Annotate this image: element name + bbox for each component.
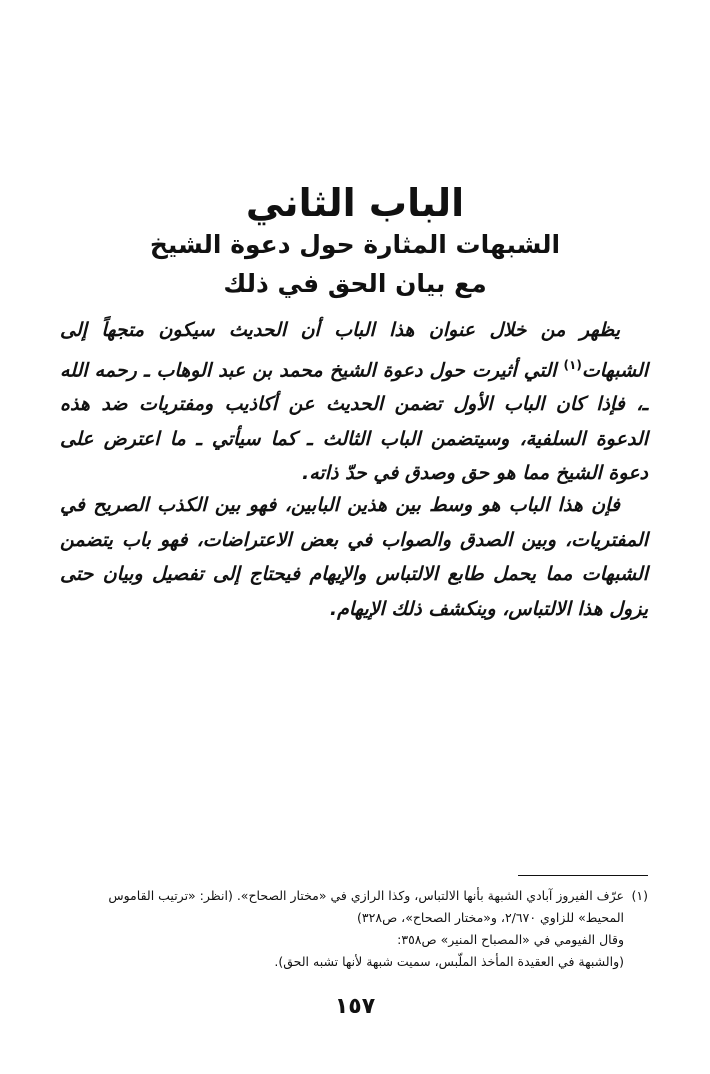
footnote-line-1 — [60, 885, 648, 907]
footnote-number: (١) — [631, 888, 648, 903]
chapter-subtitle-line-1: الشبهات المثارة حول دعوة الشيخ — [149, 230, 561, 259]
paragraph-1-rest: التي أثيرت حول دعوة الشيخ محمد بن عبد الوهاب ـ رحمه الله ـ، فإذا كان الباب الأول تضمن الحديث عن أكاذيب ومفتريات ضد هذه الدعوة السلفية، وسيتضمن الباب الثالث ـ كما سيأتي ـ ما اعترض على دعوة الشيخ مما هو حق وصدق في حدّ ذاته. — [60, 358, 648, 485]
footnote-separator — [518, 875, 648, 876]
chapter-title: الباب الثاني — [245, 181, 465, 225]
footnote-line-2: المحيط» للزاوي ٢/٦٧٠، و«مختار الصحاح»، ص٣٢٨) — [357, 910, 624, 925]
paragraph-2: فإن هذا الباب هو وسط بين هذين البابين، فهو بين الكذب الصريح في المفتريات، وبين الصدق والصواب في بعض الاعتراضات، فهو باب يتضمن الشبهات مما يحمل طابع الالتباس والإيهام فيحتاج إلى تفصيل وبيان حتى يزول هذا الالتباس، وينكشف ذلك الإيهام. — [60, 494, 648, 620]
footnote-line-3: وقال الفيومي في «المصباح المنير» ص٣٥٨: — [397, 932, 624, 947]
paragraph-1-start: يظهر من خلال عنوان هذا الباب أن الحديث سيكون متجهاً إلى الشبهات — [60, 319, 648, 381]
footnote-reference-mark: (١) — [563, 357, 582, 372]
footnote-line-4: (والشبهة في العقيدة المأخذ الملّبس، سميت شبهة لأنها تشبه الحق). — [274, 954, 624, 969]
page-number: ١٥٧ — [334, 994, 376, 1019]
paragraph-1 — [60, 313, 648, 491]
chapter-subtitle-line-2: مع بيان الحق في ذلك — [223, 269, 487, 298]
footnote — [60, 885, 648, 973]
footnote-line-1-text: عرّف الفيروز آبادي الشبهة بأنها الالتباس، وكذا الرازي في «مختار الصحاح». (انظر: «ترتيب القاموس — [108, 888, 624, 903]
